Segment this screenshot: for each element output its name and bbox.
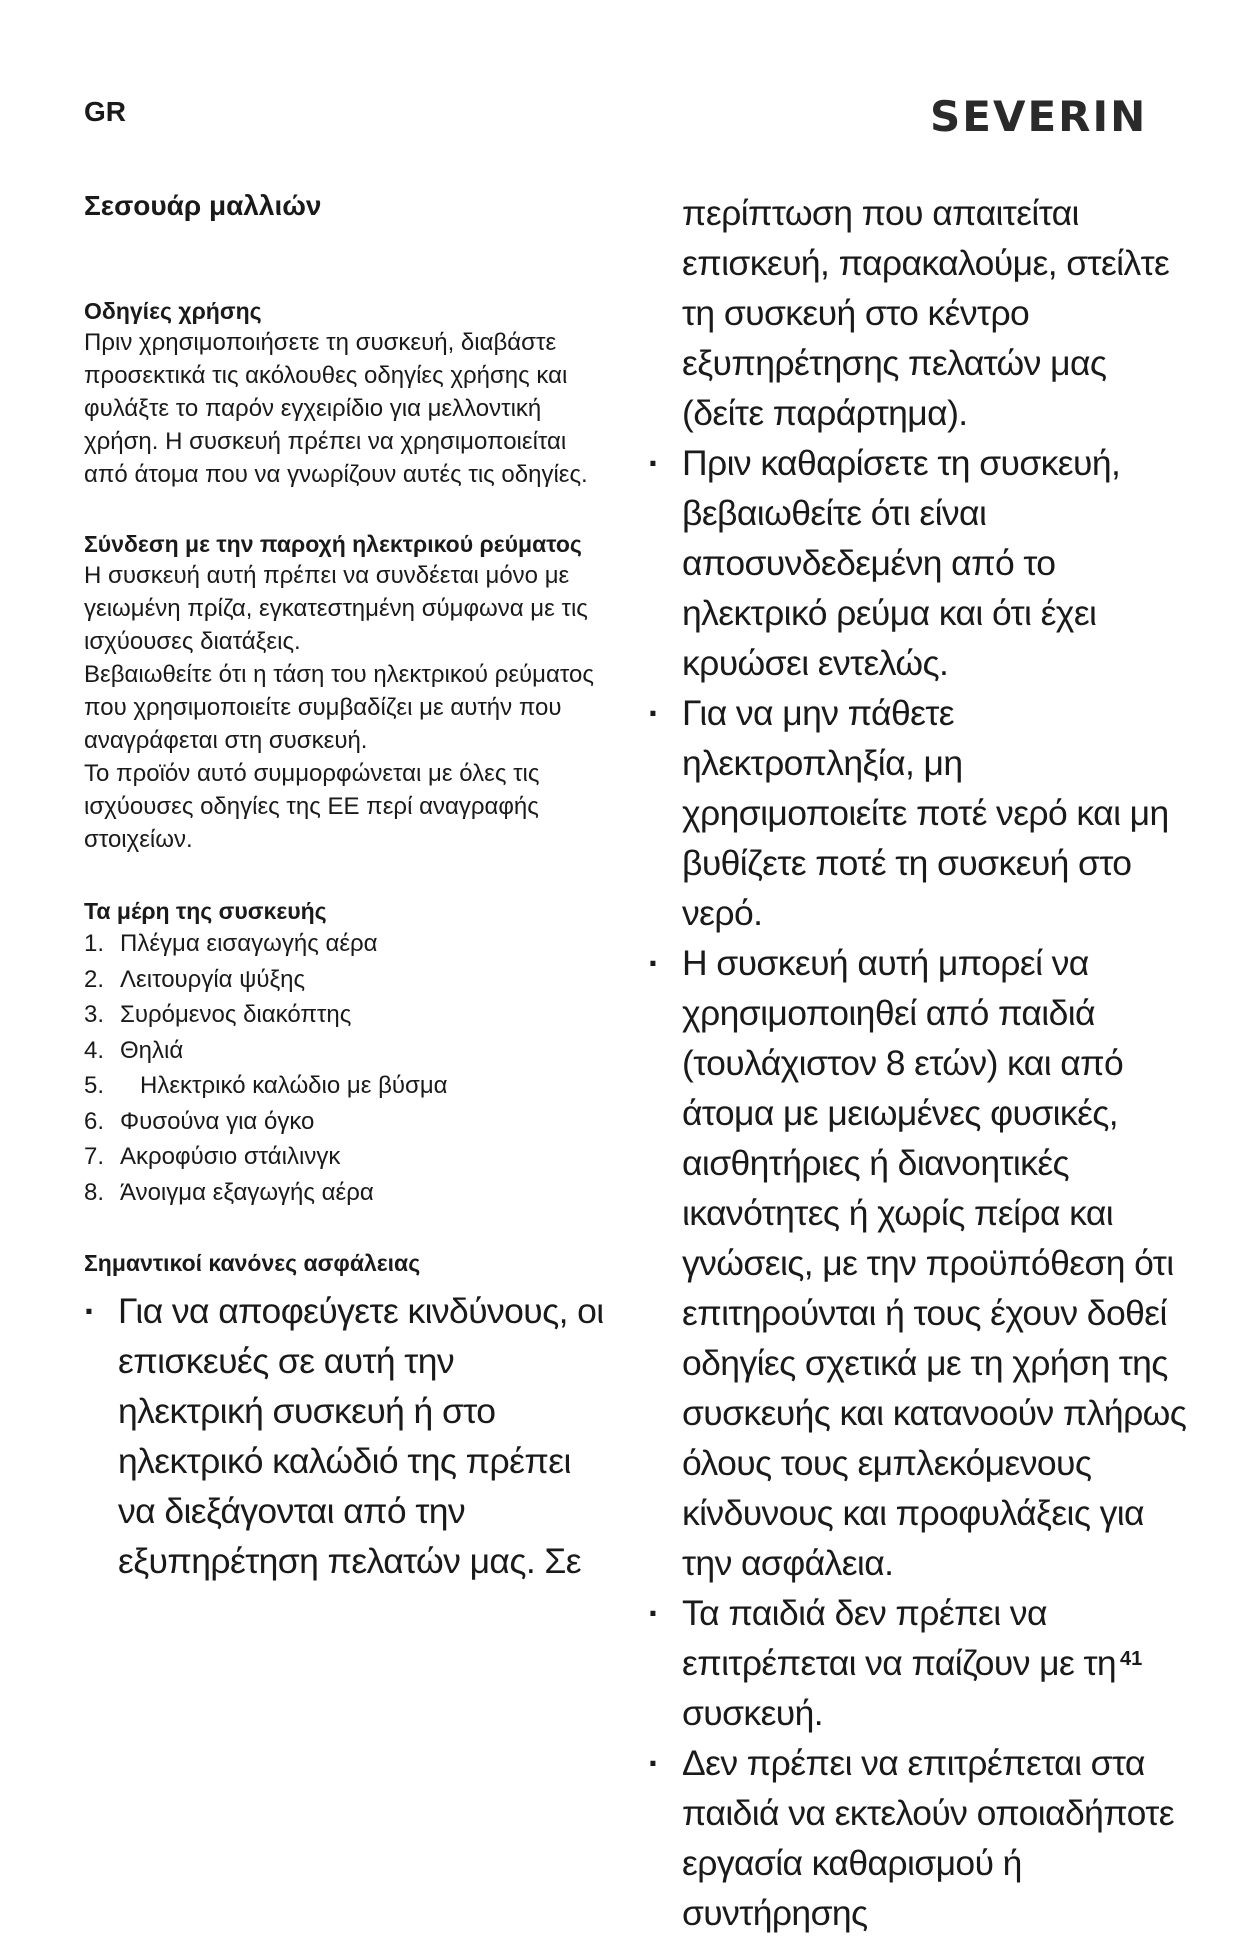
brand-logo: SEVERIN <box>930 92 1148 141</box>
page-number: 41 <box>1120 1648 1143 1670</box>
instructions-heading: Οδηγίες χρήσης <box>84 298 262 324</box>
power-paragraph: Το προϊόν αυτό συμμορφώνεται με όλες τις ισχύουσες οδηγίες της ΕΕ περί αναγραφής στοιχείων. <box>84 760 540 853</box>
language-code: GR <box>84 96 126 127</box>
power-paragraph: Η συσκευή αυτή πρέπει να συνδέεται μόνο με γειωμένη πρίζα, εγκατεστημένη σύμφωνα με τις ισχύουσες διατάξεις. <box>84 562 588 655</box>
list-item: 7. Ακροφύσιο στάιλινγκ <box>84 1143 341 1170</box>
parts-heading: Τα μέρη της συσκευής <box>84 898 327 924</box>
power-paragraph: Βεβαιωθείτε ότι η τάση του ηλεκτρικού ρεύματος που χρησιμοποιείτε συμβαδίζει με αυτήν που αναγράφεται στη συσκευή. <box>84 661 594 754</box>
list-item: 5. Ηλεκτρικό καλώδιο με βύσμα <box>84 1072 448 1099</box>
list-item: 4. Θηλιά <box>84 1036 184 1064</box>
power-heading: Σύνδεση με την παροχή ηλεκτρικού ρεύματος <box>84 531 582 557</box>
list-item: 6. Φυσούνα για όγκο <box>84 1107 315 1135</box>
right-column <box>648 188 1188 1938</box>
left-column <box>84 296 604 1586</box>
safety-rule: · Δεν πρέπει να επιτρέπεται στα παιδιά να εκτελούν οποιαδήποτε εργασία καθαρισμού ή συντήρησης <box>648 1738 1188 1938</box>
safety-rule: περίπτωση που απαιτείται επισκευή, παρακαλούμε, στείλτε τη συσκευή στο κέντρο εξυπηρέτησης πελατών μας (δείτε παράρτημα). <box>682 193 1170 433</box>
safety-rule: · Για να αποφεύγετε κινδύνους, οι επισκευές σε αυτή την ηλεκτρική συσκευή ή στο ηλεκτρικό καλώδιό της πρέπει να διεξάγονται από την εξυπηρέτηση πελατών μας. Σε <box>84 1286 604 1586</box>
list-item: 8. Άνοιγμα εξαγωγής αέρα <box>84 1178 374 1206</box>
list-item: 3. Συρόμενος διακόπτης <box>84 1001 352 1028</box>
document-title: Σεσουάρ μαλλιών <box>84 190 322 221</box>
safety-rule: · Για να μην πάθετε ηλεκτροπληξία, μη χρησιμοποιείτε ποτέ νερό και μη βυθίζετε ποτέ τη συσκευή στο νερό. <box>648 688 1188 938</box>
list-item: 2. Λειτουργία ψύξης <box>84 965 306 993</box>
list-item: 1. Πλέγμα εισαγωγής αέρα <box>84 930 378 957</box>
safety-rule: · Πριν καθαρίσετε τη συσκευή, βεβαιωθείτε ότι είναι αποσυνδεδεμένη από το ηλεκτρικό ρεύμα και ότι έχει κρυώσει εντελώς. <box>648 438 1188 688</box>
safety-rule: · Τα παιδιά δεν πρέπει να επιτρέπεται να παίζουν με τη συσκευή. <box>648 1588 1188 1738</box>
safety-rule: · Η συσκευή αυτή μπορεί να χρησιμοποιηθεί από παιδιά (τουλάχιστον 8 ετών) και από άτομα με μειωμένες φυσικές, αισθητήριες ή διανοητικές ικανότητες ή χωρίς πείρα και γνώσεις, με την προϋπόθεση ότι επιτηρούνται ή τους έχουν δοθεί οδηγίες σχετικά με τη χρήση της συσκευής και κατανοούν πλήρως όλους τους εμπλεκόμενους κίνδυνους και προφυλάξεις για την ασφάλεια. <box>648 938 1188 1588</box>
safety-heading: Σημαντικοί κανόνες ασφάλειας <box>84 1250 421 1276</box>
safety-list-continued <box>648 188 1188 1938</box>
instructions-text: Πριν χρησιμοποιήσετε τη συσκευή, διαβάστε προσεκτικά τις ακόλουθες οδηγίες χρήσης και φυλάξτε το παρόν εγχειρίδιο για μελλοντική χρήση. Η συσκευή πρέπει να χρησιμοποιείται από άτομα που να γνωρίζουν αυτές τις οδηγίες. <box>84 329 588 488</box>
safety-list <box>84 1286 604 1586</box>
parts-list <box>84 926 604 1210</box>
